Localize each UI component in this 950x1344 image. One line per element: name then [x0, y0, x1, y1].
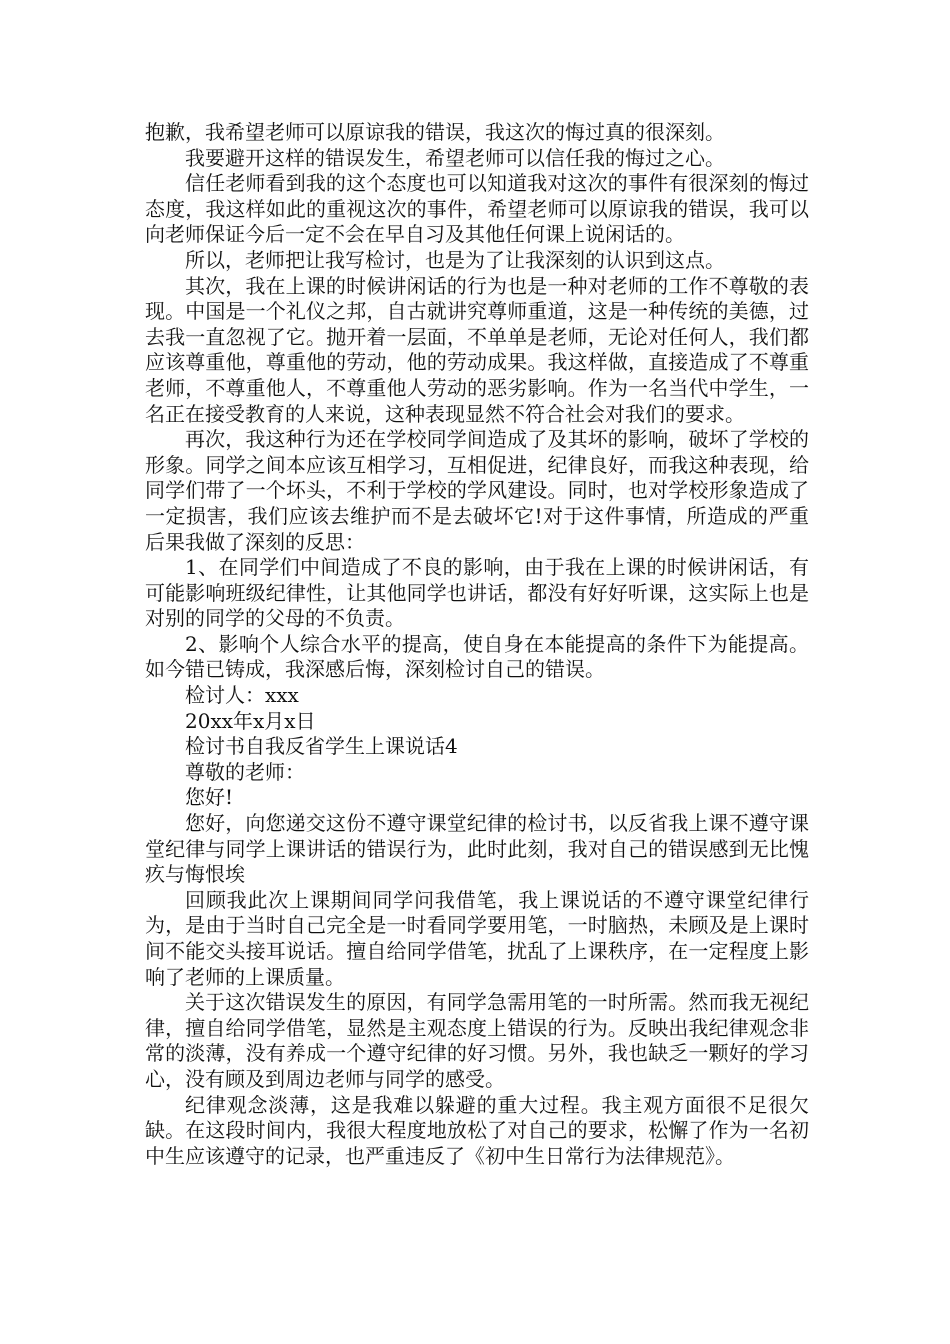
paragraph-8: 2、影响个人综合水平的提高，使自身在本能提高的条件下为能提高。如今错已铸成，我深感后悔，深刻检讨自己的错误。	[145, 631, 809, 682]
paragraph-16: 关于这次错误发生的原因，有同学急需用笔的一时所需。然而我无视纪律，擅自给同学借笔，显然是主观态度上错误的行为。反映出我纪律观念非常的淡薄，没有养成一个遵守纪律的好习惯。另外，我也缺乏一颗好的学习心，没有顾及到周边老师与同学的感受。	[145, 990, 809, 1091]
paragraph-14: 您好，向您递交这份不遵守课堂纪律的检讨书，以反省我上课不遵守课堂纪律与同学上课讲话的错误行为，此时此刻，我对自己的错误感到无比愧疚与悔恨埃	[145, 811, 809, 887]
paragraph-15: 回顾我此次上课期间同学问我借笔，我上课说话的不遵守课堂纪律行为，是由于当时自己完全是一时看同学要用笔，一时脑热，未顾及是上课时间不能交头接耳说话。擅自给同学借笔，扰乱了上课秩序，在一定程度上影响了老师的上课质量。	[145, 887, 809, 989]
paragraph-1: 抱歉，我希望老师可以原谅我的错误，我这次的悔过真的很深刻。	[145, 120, 725, 144]
paragraph-4: 所以，老师把让我写检讨，也是为了让我深刻的认识到这点。	[185, 247, 725, 272]
paragraph-6: 再次，我这种行为还在学校同学间造成了及其坏的影响，破坏了学校的形象。同学之间本应该互相学习，互相促进，纪律良好，而我这种表现，给同学们带了一个坏头，不利于学校的学风建设。同时，也对学校形象造成了一定损害，我们应该去维护而不是去破坏它!对于这件事情，所造成的严重后果我做了深刻的反思：	[145, 427, 809, 554]
section-title: 检讨书自我反省学生上课说话4	[185, 734, 458, 759]
paragraph-3: 信任老师看到我的这个态度也可以知道我对这次的事件有很深刻的悔过态度，我这样如此的重视这次的事件，希望老师可以原谅我的错误，我可以向老师保证今后一定不会在早自习及其他任何课上说闲话的。	[145, 171, 809, 247]
signer-line: 检讨人：xxx	[185, 683, 299, 708]
paragraph-7: 1、在同学们中间造成了不良的影响，由于我在上课的时候讲闲话，有可能影响班级纪律性，让其他同学也讲话，都没有好好听课，这实际上也是对别的同学的父母的不负责。	[145, 555, 809, 631]
paragraph-17: 纪律观念淡薄，这是我难以躲避的重大过程。我主观方面很不足很欠缺。在这段时间内，我很大程度地放松了对自己的要求，松懈了作为一名初中生应该遵守的记录，也严重违反了《初中生日常行为法律规范》。	[145, 1092, 809, 1168]
document-body	[145, 120, 809, 1169]
date-line: 20xx年x月x日	[185, 708, 316, 733]
paragraph-2: 我要避开这样的错误发生，希望老师可以信任我的悔过之心。	[185, 145, 725, 170]
salutation: 尊敬的老师：	[185, 759, 305, 784]
greeting: 您好!	[185, 785, 234, 810]
paragraph-5: 其次，我在上课的时候讲闲话的行为也是一种对老师的工作不尊敬的表现。中国是一个礼仪之邦，自古就讲究尊师重道，这是一种传统的美德，过去我一直忽视了它。抛开着一层面，不单单是老师，无论对任何人，我们都应该尊重他，尊重他的劳动，他的劳动成果。我这样做，直接造成了不尊重老师，不尊重他人，不尊重他人劳动的恶劣影响。作为一名当代中学生，一名正在接受教育的人来说，这种表现显然不符合社会对我们的要求。	[145, 273, 809, 426]
